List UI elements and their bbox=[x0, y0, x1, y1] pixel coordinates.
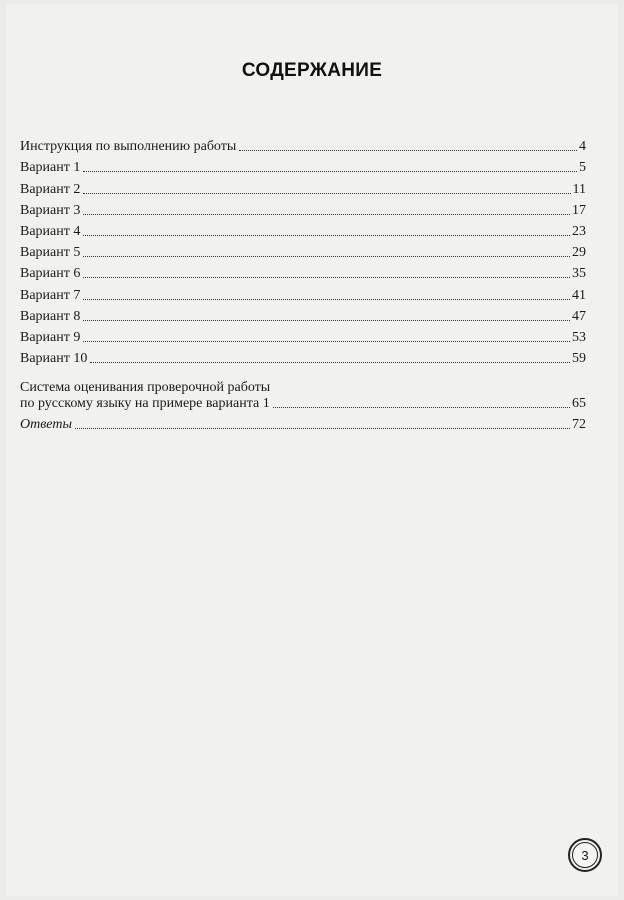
dot-leader bbox=[83, 320, 570, 321]
toc-entry-page: 41 bbox=[572, 287, 586, 303]
toc-entry-title: Вариант 8 bbox=[20, 308, 81, 324]
dot-leader bbox=[75, 428, 570, 429]
toc-entry-title-line-1: Система оценивания проверочной работы bbox=[20, 380, 271, 396]
toc-entry-variant-4[interactable] bbox=[20, 219, 586, 240]
toc-entry-variant-5[interactable] bbox=[20, 240, 586, 261]
toc-entry-page: 29 bbox=[572, 245, 586, 261]
page-number: 3 bbox=[572, 842, 598, 868]
toc-entry-page: 72 bbox=[572, 417, 586, 433]
dot-leader bbox=[83, 171, 577, 172]
toc-entry-page: 65 bbox=[572, 396, 586, 412]
toc-entry-variant-3[interactable] bbox=[20, 198, 586, 219]
toc-entry-variant-6[interactable] bbox=[20, 261, 586, 282]
toc-entry-page: 53 bbox=[572, 329, 586, 345]
toc-entry-variant-2[interactable] bbox=[20, 176, 586, 197]
dot-leader bbox=[83, 214, 570, 215]
toc-entry-title-line-2: по русскому языку на примере варианта 1 bbox=[20, 396, 270, 412]
dot-leader bbox=[83, 299, 570, 300]
page-title: СОДЕРЖАНИЕ bbox=[241, 60, 383, 81]
dot-leader bbox=[273, 407, 570, 408]
toc-entry-page: 17 bbox=[572, 202, 586, 218]
toc-entry-title: Вариант 2 bbox=[20, 181, 81, 197]
toc-entry-title: Вариант 1 bbox=[20, 160, 81, 176]
toc-entry-title: Вариант 6 bbox=[20, 266, 81, 282]
toc-entry-title: Вариант 7 bbox=[20, 287, 81, 303]
toc-entry-title: Вариант 3 bbox=[20, 202, 81, 218]
toc-entry-answers[interactable] bbox=[20, 412, 586, 433]
toc-entry-title: Вариант 5 bbox=[20, 245, 81, 261]
dot-leader bbox=[239, 150, 577, 151]
table-of-contents bbox=[20, 134, 586, 433]
toc-entry-variant-8[interactable] bbox=[20, 304, 586, 325]
toc-entry-page: 47 bbox=[572, 308, 586, 324]
toc-entry-title: Инструкция по выполнению работы bbox=[20, 139, 237, 155]
page-number-badge bbox=[568, 838, 602, 872]
toc-entry-variant-1[interactable] bbox=[20, 155, 586, 176]
toc-entry-title: Вариант 9 bbox=[20, 329, 81, 345]
toc-entry-grading-system[interactable] bbox=[20, 367, 586, 412]
toc-entry-instructions[interactable] bbox=[20, 134, 586, 155]
toc-entry-variant-9[interactable] bbox=[20, 325, 586, 346]
toc-entry-title: Вариант 10 bbox=[20, 351, 88, 367]
toc-entry-title bbox=[20, 380, 270, 412]
dot-leader bbox=[83, 277, 570, 278]
dot-leader bbox=[83, 341, 570, 342]
toc-entry-page: 11 bbox=[572, 181, 586, 197]
toc-entry-page: 4 bbox=[579, 139, 586, 155]
toc-entry-page: 5 bbox=[579, 160, 586, 176]
dot-leader bbox=[83, 256, 570, 257]
toc-entry-variant-7[interactable] bbox=[20, 282, 586, 303]
toc-entry-title: Ответы bbox=[20, 417, 72, 433]
toc-entry-variant-10[interactable] bbox=[20, 346, 586, 367]
toc-entry-page: 23 bbox=[572, 223, 586, 239]
dot-leader bbox=[83, 193, 570, 194]
toc-entry-page: 59 bbox=[572, 351, 586, 367]
toc-entry-title: Вариант 4 bbox=[20, 223, 81, 239]
toc-entry-page: 35 bbox=[572, 266, 586, 282]
dot-leader bbox=[90, 362, 570, 363]
dot-leader bbox=[83, 235, 570, 236]
